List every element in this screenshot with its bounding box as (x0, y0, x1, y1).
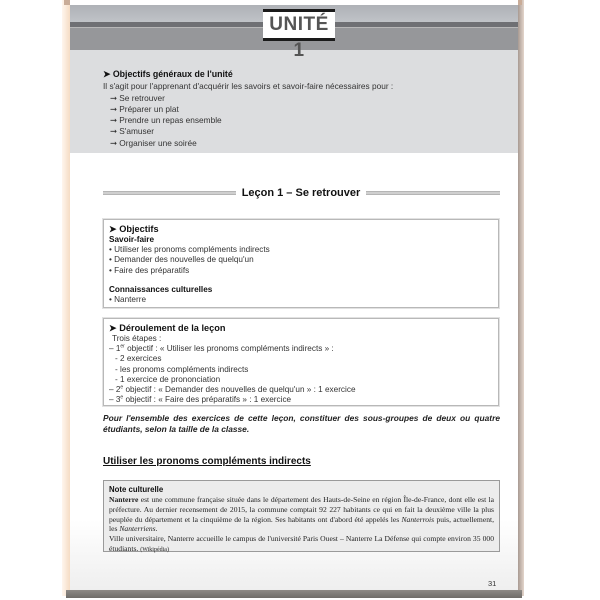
lesson-rule-left (103, 191, 236, 195)
page-edge-right (518, 0, 524, 596)
arrow-icon: ➞ (110, 137, 117, 148)
list-item: • Utiliser les pronoms compléments indirects (109, 245, 270, 255)
list-item-text: Préparer un plat (119, 103, 179, 114)
progress-box (103, 318, 499, 406)
general-objectives (103, 69, 393, 149)
lesson-title: Leçon 1 – Se retrouver (241, 187, 361, 199)
note-italic: Nanterriens (119, 524, 156, 534)
progress-intro: Trois étapes : (112, 334, 162, 343)
arrow-icon: ➞ (110, 103, 117, 114)
general-objectives-heading: ➤ Objectifs généraux de l'unité (103, 69, 233, 79)
list-item: • Demander des nouvelles de quelqu'un (109, 255, 254, 265)
page-number: 31 (488, 579, 497, 588)
step-text: objectif : « Utiliser les pronoms compléments indirects » : (124, 344, 334, 354)
note-keyword: Nanterre (109, 495, 139, 504)
ordinal-suffix: e (120, 384, 124, 391)
objective-step-1 (109, 344, 493, 354)
objectives-box (103, 219, 499, 308)
savoir-faire-label: Savoir-faire (109, 235, 155, 244)
step-number: – 1 (109, 344, 121, 354)
list-item (103, 138, 393, 149)
arrow-icon: ➞ (110, 115, 117, 126)
list-item-text: Se retrouver (119, 92, 165, 103)
list-item (103, 115, 393, 126)
lesson-heading (103, 185, 500, 201)
sub-step: - 2 exercices (115, 354, 162, 364)
step-number: – 2 (109, 385, 121, 395)
section-heading: Utiliser les pronoms compléments indirects (103, 456, 311, 467)
sub-step: - 1 exercice de prononciation (115, 374, 221, 384)
sub-step: - les pronoms compléments indirects (115, 364, 249, 374)
ordinal-suffix: er (120, 343, 125, 350)
page-edge-bottom (66, 590, 522, 598)
note-title: Note culturelle (109, 485, 164, 494)
note-italic: Nanterrois (401, 514, 435, 524)
list-item-text: Organiser une soirée (119, 137, 197, 148)
page-edge-left (62, 0, 70, 596)
objectives-heading: ➤ Objectifs (109, 224, 159, 234)
general-objectives-intro: Il s'agit pour l'apprenant d'acquérir les savoirs et savoir-faire nécessaires pour : (103, 81, 394, 92)
note-source: (Wikipédia) (140, 546, 169, 553)
list-item (103, 104, 393, 115)
unit-title: UNITÉ 1 (263, 9, 335, 41)
note-text: . (155, 524, 158, 534)
note-text: puis, actuellement, les (109, 514, 495, 534)
step-text: objectif : « Faire des préparatifs » : 1 exercice (123, 395, 292, 405)
list-item: • Faire des préparatifs (109, 265, 190, 275)
list-item (103, 126, 393, 137)
step-text: objectif : « Demander des nouvelles de quelqu'un » : 1 exercice (123, 385, 356, 395)
list-item-text: Prendre un repas ensemble (119, 115, 222, 126)
list-item: • Nanterre (109, 295, 146, 305)
progress-heading: ➤ Déroulement de la leçon (109, 323, 226, 333)
ordinal-suffix: e (120, 394, 124, 401)
list-item (103, 93, 393, 104)
note-text: Ville universitaire, Nanterre accueille le campus de l'université Paris Ouest – Nanterre La Défense qui compte environ 35 000 étudiants. (109, 534, 494, 553)
cultural-note-box (103, 480, 500, 552)
note-text: est une commune française située dans le département des Hauts-de-Seine en région Île-de-France, dont elle est la préfecture. Au dernier recensement de 2015, la commune comptait 92 227 habitants ce qui en fait la deuxième ville la plus peuplée du département et la cinquième de la région. Ses habitants ont d'abord été appelés les (109, 495, 494, 524)
objective-step-3 (109, 395, 493, 405)
note-paragraph-1 (109, 495, 494, 534)
list-item-text: S'amuser (119, 126, 155, 137)
arrow-icon: ➞ (110, 92, 117, 103)
instruction-paragraph: Pour l'ensemble des exercices de cette leçon, constituer des sous-groupes de deux ou quatre étudiants, selon la taille de la classe. (103, 413, 500, 434)
culture-label: Connaissances culturelles (109, 284, 213, 294)
lesson-rule-right (366, 191, 500, 195)
objective-step-2 (109, 385, 493, 395)
note-paragraph-2 (109, 534, 494, 556)
step-number: – 3 (109, 395, 121, 405)
arrow-icon: ➞ (110, 126, 117, 137)
